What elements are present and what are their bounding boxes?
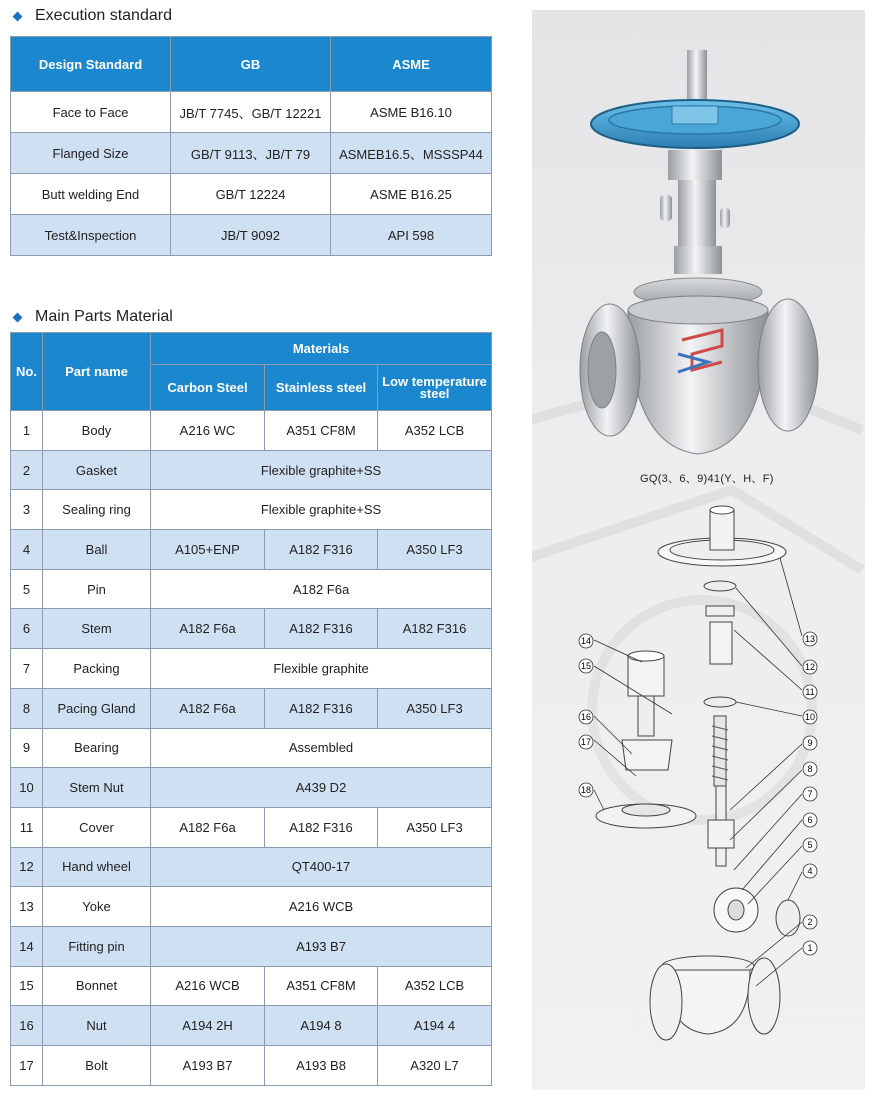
part-name-cell: Fitting pin <box>43 926 151 966</box>
table-cell: JB/T 9092 <box>171 215 331 256</box>
table-row <box>11 966 492 1006</box>
part-number-cell: 11 <box>11 807 43 847</box>
stainless-steel-cell: A193 B8 <box>265 1046 378 1086</box>
svg-text:16: 16 <box>580 712 592 722</box>
part-number-cell: 2 <box>11 450 43 490</box>
part-number-cell: 1 <box>11 411 43 451</box>
stainless-steel-cell: A351 CF8M <box>265 411 378 451</box>
svg-text:10: 10 <box>804 712 816 722</box>
table-row <box>11 728 492 768</box>
table-header-row <box>11 37 492 92</box>
part-name-cell: Ball <box>43 530 151 570</box>
header-low-temperature-steel: Low temperature steel <box>378 365 492 411</box>
table-row <box>11 1006 492 1046</box>
callout-12 <box>803 660 817 674</box>
table-row <box>11 92 492 133</box>
carbon-steel-cell: A194 2H <box>151 1006 265 1046</box>
header-cell: Design Standard <box>11 37 171 92</box>
main-parts-table <box>10 332 492 1086</box>
table-header-row <box>11 333 492 365</box>
low-temperature-steel-cell: A182 F316 <box>378 609 492 649</box>
table-row <box>11 847 492 887</box>
carbon-steel-cell: A216 WCB <box>151 966 265 1006</box>
part-name-cell: Pacing Gland <box>43 688 151 728</box>
callout-11 <box>803 685 817 699</box>
svg-text:15: 15 <box>580 661 592 671</box>
header-carbon-steel: Carbon Steel <box>151 365 265 411</box>
callout-14 <box>579 634 593 648</box>
callout-18 <box>579 783 593 797</box>
material-merged-cell: Assembled <box>151 728 492 768</box>
main-parts-heading <box>14 308 173 326</box>
table-cell: ASMEB16.5、MSSSP44 <box>331 133 492 174</box>
assembled-valve <box>580 50 818 454</box>
svg-text:13: 13 <box>804 634 816 644</box>
table-row <box>11 609 492 649</box>
part-number-cell: 8 <box>11 688 43 728</box>
table-row <box>11 1046 492 1086</box>
low-temperature-steel-cell: A194 4 <box>378 1006 492 1046</box>
material-merged-cell: Flexible graphite+SS <box>151 450 492 490</box>
table-row <box>11 926 492 966</box>
low-temperature-steel-cell: A350 LF3 <box>378 688 492 728</box>
part-number-cell: 7 <box>11 649 43 689</box>
table-row <box>11 174 492 215</box>
svg-text:18: 18 <box>580 785 592 795</box>
table-cell: Test&Inspection <box>11 215 171 256</box>
stainless-steel-cell: A351 CF8M <box>265 966 378 1006</box>
carbon-steel-cell: A193 B7 <box>151 1046 265 1086</box>
table-row <box>11 649 492 689</box>
carbon-steel-cell: A105+ENP <box>151 530 265 570</box>
part-number-cell: 13 <box>11 887 43 927</box>
execution-standard-title: Execution standard <box>35 7 172 24</box>
part-name-cell: Stem Nut <box>43 768 151 808</box>
callout-9 <box>803 736 817 750</box>
callout-13 <box>803 632 817 646</box>
table-cell: API 598 <box>331 215 492 256</box>
table-row <box>11 768 492 808</box>
svg-text:2: 2 <box>807 917 813 927</box>
table-row <box>11 569 492 609</box>
table-row <box>11 887 492 927</box>
execution-standard-heading <box>14 7 172 25</box>
callout-15 <box>579 659 593 673</box>
part-number-cell: 6 <box>11 609 43 649</box>
svg-text:12: 12 <box>804 662 816 672</box>
part-name-cell: Stem <box>43 609 151 649</box>
callout-8 <box>803 762 817 776</box>
callout-1 <box>803 941 817 955</box>
material-merged-cell: A439 D2 <box>151 768 492 808</box>
header-part-name: Part name <box>43 333 151 411</box>
part-number-cell: 4 <box>11 530 43 570</box>
part-number-cell: 12 <box>11 847 43 887</box>
table-cell: ASME B16.25 <box>331 174 492 215</box>
valve-illustration <box>532 10 865 1090</box>
svg-text:9: 9 <box>807 738 813 748</box>
main-parts-title: Main Parts Material <box>35 308 173 325</box>
diamond-bullet-icon <box>13 312 23 322</box>
part-number-cell: 3 <box>11 490 43 530</box>
carbon-steel-cell: A182 F6a <box>151 688 265 728</box>
header-stainless-steel: Stainless steel <box>265 365 378 411</box>
table-cell: GB/T 9113、JB/T 79 <box>171 133 331 174</box>
part-name-cell: Bonnet <box>43 966 151 1006</box>
carbon-steel-cell: A216 WC <box>151 411 265 451</box>
part-name-cell: Body <box>43 411 151 451</box>
part-name-cell: Bolt <box>43 1046 151 1086</box>
table-row <box>11 133 492 174</box>
svg-text:8: 8 <box>807 764 813 774</box>
callout-7 <box>803 787 817 801</box>
diamond-bullet-icon <box>13 11 23 21</box>
header-materials: Materials <box>151 333 492 365</box>
svg-text:6: 6 <box>807 815 813 825</box>
table-row <box>11 411 492 451</box>
part-name-cell: Packing <box>43 649 151 689</box>
model-number-label: GQ(3、6、9)41(Y、H、F) <box>640 473 774 485</box>
svg-text:1: 1 <box>807 943 813 953</box>
part-number-cell: 15 <box>11 966 43 1006</box>
stainless-steel-cell: A182 F316 <box>265 688 378 728</box>
svg-text:11: 11 <box>805 687 815 697</box>
execution-standard-table <box>10 36 492 256</box>
part-number-cell: 14 <box>11 926 43 966</box>
carbon-steel-cell: A182 F6a <box>151 807 265 847</box>
callout-6 <box>803 813 817 827</box>
table-row <box>11 490 492 530</box>
table-cell: Face to Face <box>11 92 171 133</box>
svg-text:14: 14 <box>580 636 592 646</box>
svg-text:5: 5 <box>807 840 813 850</box>
svg-text:17: 17 <box>580 737 592 747</box>
stainless-steel-cell: A182 F316 <box>265 530 378 570</box>
table-row <box>11 450 492 490</box>
svg-text:7: 7 <box>807 789 813 799</box>
table-cell: GB/T 12224 <box>171 174 331 215</box>
part-name-cell: Pin <box>43 569 151 609</box>
low-temperature-steel-cell: A350 LF3 <box>378 530 492 570</box>
stainless-steel-cell: A182 F316 <box>265 807 378 847</box>
part-name-cell: Bearing <box>43 728 151 768</box>
table-row <box>11 215 492 256</box>
material-merged-cell: QT400-17 <box>151 847 492 887</box>
stainless-steel-cell: A194 8 <box>265 1006 378 1046</box>
table-cell: JB/T 7745、GB/T 12221 <box>171 92 331 133</box>
low-temperature-steel-cell: A352 LCB <box>378 966 492 1006</box>
part-number-cell: 10 <box>11 768 43 808</box>
callout-5 <box>803 838 817 852</box>
svg-text:4: 4 <box>807 866 813 876</box>
material-merged-cell: Flexible graphite <box>151 649 492 689</box>
part-number-cell: 5 <box>11 569 43 609</box>
material-merged-cell: A193 B7 <box>151 926 492 966</box>
callout-10 <box>803 710 817 724</box>
part-name-cell: Hand wheel <box>43 847 151 887</box>
part-number-cell: 9 <box>11 728 43 768</box>
table-cell: ASME B16.10 <box>331 92 492 133</box>
part-name-cell: Cover <box>43 807 151 847</box>
carbon-steel-cell: A182 F6a <box>151 609 265 649</box>
part-name-cell: Sealing ring <box>43 490 151 530</box>
table-row <box>11 688 492 728</box>
callout-2 <box>803 915 817 929</box>
part-number-cell: 16 <box>11 1006 43 1046</box>
low-temperature-steel-cell: A350 LF3 <box>378 807 492 847</box>
callout-4 <box>803 864 817 878</box>
header-cell: GB <box>171 37 331 92</box>
material-merged-cell: Flexible graphite+SS <box>151 490 492 530</box>
header-cell: ASME <box>331 37 492 92</box>
part-number-cell: 17 <box>11 1046 43 1086</box>
part-name-cell: Yoke <box>43 887 151 927</box>
table-row <box>11 530 492 570</box>
table-cell: Flanged Size <box>11 133 171 174</box>
low-temperature-steel-cell: A352 LCB <box>378 411 492 451</box>
stainless-steel-cell: A182 F316 <box>265 609 378 649</box>
material-merged-cell: A216 WCB <box>151 887 492 927</box>
table-row <box>11 807 492 847</box>
callout-16 <box>579 710 593 724</box>
table-cell: Butt welding End <box>11 174 171 215</box>
exploded-view <box>596 506 800 1040</box>
low-temperature-steel-cell: A320 L7 <box>378 1046 492 1086</box>
material-merged-cell: A182 F6a <box>151 569 492 609</box>
header-no: No. <box>11 333 43 411</box>
part-name-cell: Gasket <box>43 450 151 490</box>
callout-17 <box>579 735 593 749</box>
part-name-cell: Nut <box>43 1006 151 1046</box>
